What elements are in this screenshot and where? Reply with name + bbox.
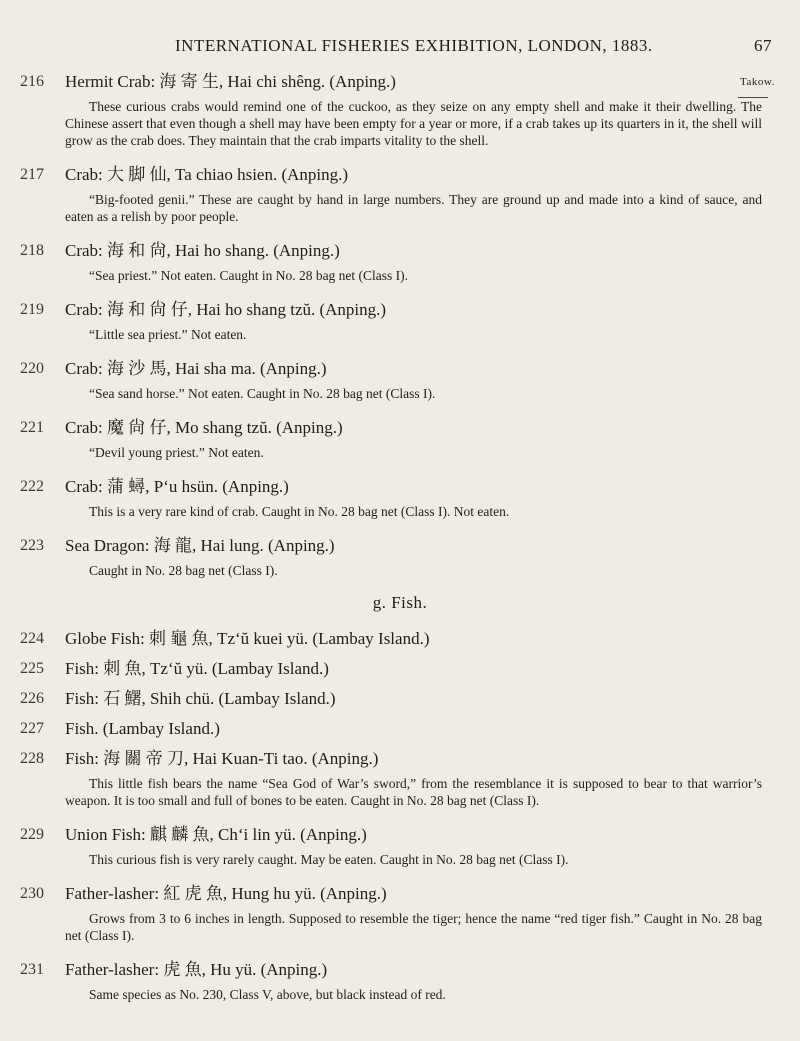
entry-heading: Fish: 刺 魚, Tz‘ŭ yü. (Lambay Island.) bbox=[65, 659, 329, 678]
entry-number: 226 bbox=[20, 690, 44, 707]
entry-description: “Sea priest.” Not eaten. Caught in No. 28 bag net (Class I). bbox=[89, 268, 409, 283]
entry-description: “Devil young priest.” Not eaten. bbox=[89, 445, 264, 460]
entry-heading: Father-lasher: 虎 魚, Hu yü. (Anping.) bbox=[65, 960, 328, 979]
entry-heading: Fish: 石 鱰, Shih chü. (Lambay Island.) bbox=[65, 689, 336, 708]
entry-231 bbox=[0, 958, 800, 1003]
page-title: INTERNATIONAL FISHERIES EXHIBITION, LONDON, 1883. bbox=[175, 36, 653, 55]
entry-number: 223 bbox=[20, 537, 44, 554]
page-number: 67 bbox=[754, 36, 772, 55]
entry-number: 231 bbox=[20, 961, 44, 978]
entry-221 bbox=[0, 416, 800, 475]
section-title: g. Fish. bbox=[372, 593, 428, 612]
entry-223 bbox=[0, 534, 800, 579]
entry-heading: Crab: 魔 尙 仔, Mo shang tzŭ. (Anping.) bbox=[65, 418, 343, 437]
entry-heading: Hermit Crab: 海 寄 生, Hai chi shêng. (Anping.) bbox=[65, 72, 396, 91]
entry-number: 221 bbox=[20, 419, 44, 436]
entry-description: Grows from 3 to 6 inches in length. Supposed to resemble the tiger; hence the name “red tiger fish.” Caught in No. 28 bag net (Class I). bbox=[65, 911, 762, 943]
entry-number: 228 bbox=[20, 750, 44, 767]
entry-number: 225 bbox=[20, 660, 44, 677]
entry-229 bbox=[0, 823, 800, 882]
page-content bbox=[0, 70, 800, 1003]
entry-description: This curious fish is very rarely caught. May be eaten. Caught in No. 28 bag net (Class I). bbox=[89, 852, 569, 867]
entry-heading: Fish. (Lambay Island.) bbox=[65, 719, 220, 738]
entry-heading: Sea Dragon: 海 龍, Hai lung. (Anping.) bbox=[65, 536, 335, 555]
entry-description: This is a very rare kind of crab. Caught in No. 28 bag net (Class I). Not eaten. bbox=[89, 504, 510, 519]
entry-number: 219 bbox=[20, 301, 44, 318]
entry-222 bbox=[0, 475, 800, 534]
entry-224 bbox=[0, 627, 800, 657]
entry-number: 229 bbox=[20, 826, 44, 843]
entry-228 bbox=[0, 747, 800, 823]
entry-number: 224 bbox=[20, 630, 44, 647]
entry-218 bbox=[0, 239, 800, 298]
entry-number: 227 bbox=[20, 720, 44, 737]
entry-220 bbox=[0, 357, 800, 416]
entry-heading: Crab: 蒲 蟳, P‘u hsün. (Anping.) bbox=[65, 477, 289, 496]
entry-226 bbox=[0, 687, 800, 717]
entry-heading: Crab: 大 脚 仙, Ta chiao hsien. (Anping.) bbox=[65, 165, 349, 184]
entry-description: “Sea sand horse.” Not eaten. Caught in No. 28 bag net (Class I). bbox=[89, 386, 436, 401]
entry-description: “Big-footed genii.” These are caught by hand in large numbers. They are ground up and made into a kind of sauce, and eaten as a relish by poor people. bbox=[65, 192, 762, 224]
entry-description: “Little sea priest.” Not eaten. bbox=[89, 327, 247, 342]
side-label: Takow. bbox=[740, 76, 775, 88]
entry-description: Same species as No. 230, Class V, above, but black instead of red. bbox=[89, 987, 446, 1002]
entry-216 bbox=[0, 70, 800, 163]
entry-225 bbox=[0, 657, 800, 687]
entry-heading: Crab: 海 和 尙, Hai ho shang. (Anping.) bbox=[65, 241, 340, 260]
entry-heading: Crab: 海 和 尙 仔, Hai ho shang tzŭ. (Anping.) bbox=[65, 300, 387, 319]
entry-heading: Union Fish: 麒 麟 魚, Ch‘i lin yü. (Anping.) bbox=[65, 825, 367, 844]
entry-number: 220 bbox=[20, 360, 44, 377]
entry-217 bbox=[0, 163, 800, 239]
entry-number: 218 bbox=[20, 242, 44, 259]
entry-number: 222 bbox=[20, 478, 44, 495]
entry-heading: Father-lasher: 紅 虎 魚, Hung hu yü. (Anping.) bbox=[65, 884, 387, 903]
entry-219 bbox=[0, 298, 800, 357]
entry-number: 216 bbox=[20, 73, 44, 90]
entry-227 bbox=[0, 717, 800, 747]
entry-heading: Fish: 海 關 帝 刀, Hai Kuan-Ti tao. (Anping.) bbox=[65, 749, 379, 768]
entry-number: 230 bbox=[20, 885, 44, 902]
entry-description: Caught in No. 28 bag net (Class I). bbox=[89, 563, 278, 578]
entry-description: This little fish bears the name “Sea God of War’s sword,” from the resemblance it is supposed to bear to that warrior’s weapon. It is too small and full of bones to be eaten. Caught in No. 28 bag net (Class I). bbox=[65, 776, 762, 808]
entry-number: 217 bbox=[20, 166, 44, 183]
entry-230 bbox=[0, 882, 800, 958]
entry-heading: Globe Fish: 刺 龜 魚, Tz‘ŭ kuei yü. (Lambay Island.) bbox=[65, 629, 430, 648]
entry-description: These curious crabs would remind one of the cuckoo, as they seize on any empty shell and make it their dwelling. The Chinese assert that even though a shell may have been empty for a year or more, if a crab takes up its quarters in it, the shell will grow as the crab does. They maintain that the crab imparts vitality to the shell. bbox=[65, 99, 762, 148]
entry-heading: Crab: 海 沙 馬, Hai sha ma. (Anping.) bbox=[65, 359, 327, 378]
